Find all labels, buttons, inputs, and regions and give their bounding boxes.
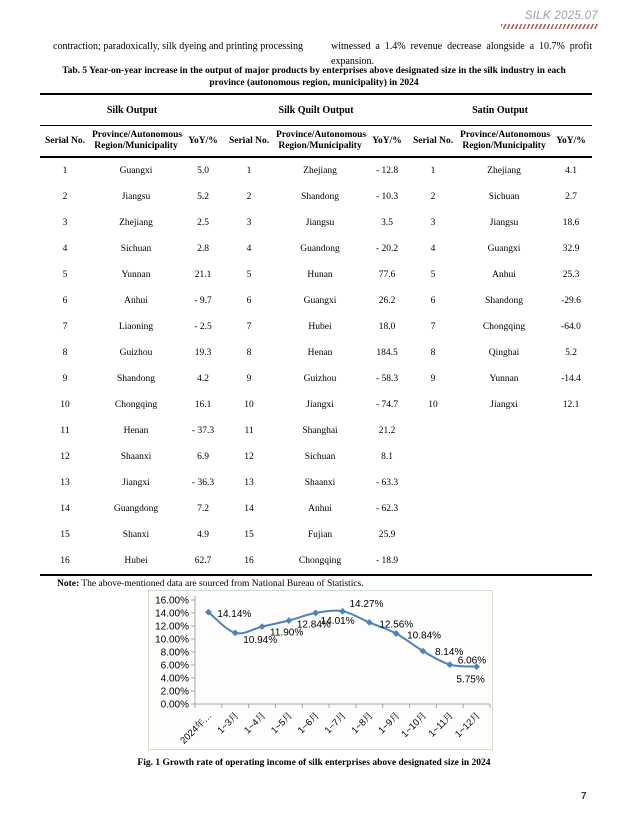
yoy-cell [550, 418, 592, 444]
svg-text:10.94%: 10.94% [243, 634, 278, 646]
province-cell: Guangxi [303, 296, 337, 306]
serial-cell: 1 [430, 166, 436, 176]
province-cell [458, 496, 550, 522]
province-cell: Shaanxi [304, 478, 336, 488]
svg-text:1~9月: 1~9月 [376, 710, 403, 737]
serial-cell [408, 470, 458, 496]
svg-text:0.00%: 0.00% [160, 699, 189, 711]
serial-cell: 11 [60, 426, 70, 436]
province-cell: Liaoning [118, 322, 154, 332]
province-cell: Shanxi [122, 530, 150, 540]
province-cell: Shandong [117, 374, 155, 384]
yoy-cell: 26.2 [378, 296, 396, 306]
svg-text:12.84%: 12.84% [296, 619, 331, 631]
serial-cell: 11 [244, 426, 254, 436]
yoy-cell: 8.1 [381, 452, 393, 462]
journal-masthead [501, 10, 598, 29]
province-cell: Chongqing [298, 556, 342, 566]
yoy-cell: 19.3 [194, 348, 212, 358]
body-text [53, 39, 592, 69]
serial-cell: 1 [246, 166, 252, 176]
serial-cell: 9 [246, 374, 252, 384]
svg-text:10.00%: 10.00% [155, 634, 189, 646]
yoy-cell: - 62.3 [375, 504, 399, 514]
serial-no-header: Serial No. [40, 126, 90, 158]
province-cell: Hubei [124, 556, 148, 566]
table-row [40, 470, 592, 496]
yoy-header: YoY/% [550, 126, 592, 158]
serial-cell: 10 [244, 400, 254, 410]
page-number: 7 [581, 791, 587, 802]
yoy-cell: 18.6 [562, 218, 580, 228]
table-row [40, 444, 592, 470]
yoy-header: YoY/% [182, 126, 224, 158]
note-text: The above-mentioned data are sourced from National Bureau of Statistics. [79, 579, 364, 589]
province-cell: Hunan [307, 270, 333, 280]
serial-cell: 3 [246, 218, 252, 228]
province-cell: Yunnan [121, 270, 151, 280]
table-row [40, 236, 592, 262]
province-cell [458, 548, 550, 575]
yoy-cell: 16.1 [194, 400, 212, 410]
figure-caption: Fig. 1 Growth rate of operating income of silk enterprises above designated size in 2024 [137, 758, 491, 768]
yoy-cell [550, 444, 592, 470]
province-cell: Hubei [308, 322, 332, 332]
yoy-cell [550, 522, 592, 548]
yoy-cell [550, 470, 592, 496]
province-cell: Anhui [308, 504, 332, 514]
group-header-silk-output: Silk Output [40, 94, 224, 126]
yoy-cell: - 74.7 [375, 400, 399, 410]
serial-cell: 15 [244, 530, 254, 540]
province-cell: Guangxi [487, 244, 521, 254]
svg-text:6.06%: 6.06% [457, 655, 487, 667]
svg-text:1~8月: 1~8月 [349, 710, 376, 737]
serial-cell [408, 522, 458, 548]
svg-text:2.00%: 2.00% [160, 686, 189, 698]
yoy-cell: 32.9 [562, 244, 580, 254]
province-cell: Sichuan [488, 192, 520, 202]
serial-cell: 16 [60, 556, 70, 566]
yoy-cell: -64.0 [561, 322, 581, 332]
yoy-cell: 5.2 [565, 348, 577, 358]
svg-text:1~10月: 1~10月 [399, 710, 430, 740]
svg-text:14.27%: 14.27% [349, 599, 384, 611]
serial-cell: 13 [60, 478, 70, 488]
yoy-cell [550, 548, 592, 575]
province-cell: Shaanxi [120, 452, 152, 462]
yoy-cell: - 36.3 [191, 478, 215, 488]
province-cell: Jiangsu [121, 192, 151, 202]
paragraph-right-column: witnessed a 1.4% revenue decrease alongside a 10.7% profit expansion. [331, 41, 592, 67]
province-cell: Qinghai [488, 348, 520, 358]
province-cell: Jiangxi [122, 478, 150, 488]
province-cell: Yunnan [489, 374, 519, 384]
yoy-cell: 5.2 [197, 192, 209, 202]
province-cell: Sichuan [304, 452, 336, 462]
serial-cell: 9 [430, 374, 436, 384]
yoy-cell: - 9.7 [194, 296, 212, 306]
yoy-cell: 25.3 [562, 270, 580, 280]
yoy-cell: 184.5 [376, 348, 398, 358]
province-cell: Zhejiang [119, 218, 153, 228]
group-header-silk-quilt-output: Silk Quilt Output [224, 94, 408, 126]
serial-cell: 2 [246, 192, 252, 202]
province-cell: Anhui [124, 296, 148, 306]
yoy-cell: 62.7 [194, 556, 212, 566]
yoy-cell: -29.6 [561, 296, 581, 306]
province-cell: Shanghai [302, 426, 338, 436]
province-cell: Guangxi [119, 166, 153, 176]
yoy-cell: 4.1 [565, 166, 577, 176]
yoy-cell: - 37.3 [191, 426, 215, 436]
table-row [40, 210, 592, 236]
svg-text:4.00%: 4.00% [160, 673, 189, 685]
serial-cell: 14 [244, 504, 254, 514]
province-cell: Sichuan [120, 244, 152, 254]
table-row [40, 288, 592, 314]
province-cell [458, 444, 550, 470]
yoy-cell [550, 496, 592, 522]
yoy-cell: 21.1 [194, 270, 212, 280]
yoy-cell: 25.9 [378, 530, 396, 540]
province-cell [458, 522, 550, 548]
serial-cell [408, 496, 458, 522]
svg-text:12.56%: 12.56% [379, 619, 414, 631]
province-cell: Shandong [301, 192, 340, 202]
journal-title: SILK 2025.07 [524, 10, 598, 22]
serial-cell: 5 [246, 270, 252, 280]
table-row [40, 314, 592, 340]
yoy-cell: 2.5 [197, 218, 209, 228]
svg-text:11.90%: 11.90% [270, 627, 304, 639]
svg-text:8.14%: 8.14% [434, 647, 464, 659]
serial-cell: 12 [244, 452, 254, 462]
serial-no-header: Serial No. [224, 126, 274, 158]
province-header: Province/Autonomous Region/Municipality [90, 126, 182, 158]
yoy-cell: 6.9 [197, 452, 209, 462]
serial-cell [408, 418, 458, 444]
svg-text:14.01%: 14.01% [320, 615, 355, 627]
yoy-cell: - 58.3 [375, 374, 399, 384]
svg-text:5.75%: 5.75% [456, 674, 485, 686]
table-row [40, 418, 592, 444]
serial-cell: 15 [60, 530, 70, 540]
svg-text:1~6月: 1~6月 [295, 710, 322, 737]
svg-text:8.00%: 8.00% [160, 647, 189, 659]
serial-no-header: Serial No. [408, 126, 458, 158]
table-row [40, 366, 592, 392]
serial-cell: 2 [62, 192, 68, 202]
svg-text:1~7月: 1~7月 [322, 710, 349, 737]
serial-cell: 4 [246, 244, 252, 254]
paragraph-left-column: contraction; paradoxically, silk dyeing and printing processing [53, 41, 303, 52]
serial-cell: 12 [60, 452, 70, 462]
yoy-cell: 2.7 [565, 192, 577, 202]
province-header: Province/Autonomous Region/Municipality [458, 126, 550, 158]
yoy-cell: 5.0 [197, 166, 209, 176]
serial-cell: 4 [430, 244, 436, 254]
province-header: Province/Autonomous Region/Municipality [274, 126, 366, 158]
serial-cell: 1 [62, 166, 68, 176]
serial-cell: 8 [62, 348, 68, 358]
serial-cell: 10 [428, 400, 438, 410]
province-cell: Anhui [492, 270, 516, 280]
serial-cell [408, 548, 458, 575]
serial-cell: 16 [244, 556, 254, 566]
province-cell: Henan [123, 426, 149, 436]
svg-text:14.00%: 14.00% [155, 608, 189, 620]
province-cell: Zhejiang [303, 166, 337, 176]
province-cell: Zhejiang [487, 166, 521, 176]
svg-text:6.00%: 6.00% [160, 660, 189, 672]
yoy-cell: 77.6 [378, 270, 396, 280]
serial-cell: 8 [246, 348, 252, 358]
province-cell: Guandong [300, 244, 340, 254]
serial-cell: 14 [60, 504, 70, 514]
serial-cell: 4 [62, 244, 68, 254]
province-cell: Chongqing [482, 322, 526, 332]
yoy-cell: 3.5 [381, 218, 393, 228]
serial-cell: 2 [430, 192, 436, 202]
yoy-cell: - 10.3 [375, 192, 399, 202]
yoy-cell: - 12.8 [375, 166, 399, 176]
serial-cell: 10 [60, 400, 70, 410]
svg-text:14.14%: 14.14% [217, 609, 252, 621]
province-cell: Henan [307, 348, 333, 358]
table-note [57, 579, 364, 589]
serial-cell: 7 [62, 322, 68, 332]
serial-cell [408, 444, 458, 470]
serial-cell: 6 [62, 296, 68, 306]
yoy-cell: 4.9 [197, 530, 209, 540]
province-cell: Chongqing [114, 400, 158, 410]
svg-text:10.84%: 10.84% [407, 630, 442, 642]
province-cell [458, 418, 550, 444]
hatch-rule [501, 24, 598, 29]
svg-text:2024年…: 2024年… [178, 710, 215, 747]
province-cell: Fujian [307, 530, 333, 540]
table-row [40, 522, 592, 548]
svg-text:1~12月: 1~12月 [453, 710, 483, 740]
serial-cell: 3 [430, 218, 436, 228]
yoy-cell: 7.2 [197, 504, 209, 514]
province-yoy-table [40, 93, 592, 576]
table-column-header-row [40, 126, 592, 158]
svg-text:1~4月: 1~4月 [242, 710, 269, 737]
svg-text:1~11月: 1~11月 [426, 710, 456, 740]
serial-cell: 7 [430, 322, 436, 332]
yoy-cell: 4.2 [197, 374, 209, 384]
serial-cell: 13 [244, 478, 254, 488]
yoy-cell: 12.1 [562, 400, 580, 410]
yoy-header: YoY/% [366, 126, 408, 158]
province-cell: Jiangxi [306, 400, 334, 410]
serial-cell: 7 [246, 322, 252, 332]
province-cell: Guangdong [113, 504, 159, 514]
province-cell: Shandong [485, 296, 524, 306]
province-cell: Guizhou [303, 374, 337, 384]
serial-cell: 5 [430, 270, 436, 280]
serial-cell: 8 [430, 348, 436, 358]
serial-cell: 9 [62, 374, 68, 384]
table-row [40, 548, 592, 575]
yoy-cell: 2.8 [197, 244, 209, 254]
serial-cell: 6 [430, 296, 436, 306]
serial-cell: 6 [246, 296, 252, 306]
serial-cell: 3 [62, 218, 68, 228]
table-row [40, 184, 592, 210]
province-cell: Jiangsu [305, 218, 335, 228]
table-caption: Tab. 5 Year-on-year increase in the output of major products by enterprises above designated size in the silk industry in each province (autonomous region, municipality) in 2024 [62, 66, 566, 88]
table-row [40, 340, 592, 366]
serial-cell: 5 [62, 270, 68, 280]
svg-text:12.00%: 12.00% [155, 621, 189, 633]
province-cell: Jiangxi [490, 400, 518, 410]
yoy-cell: 21.2 [378, 426, 396, 436]
yoy-cell: -14.4 [561, 374, 581, 384]
table-row [40, 392, 592, 418]
yoy-cell: - 18.9 [375, 556, 399, 566]
yoy-cell: 18.0 [378, 322, 396, 332]
province-cell [458, 470, 550, 496]
table-row [40, 496, 592, 522]
yoy-cell: - 63.3 [375, 478, 399, 488]
table-group-header-row [40, 94, 592, 126]
svg-text:1~3月: 1~3月 [215, 710, 242, 737]
group-header-satin-output: Satin Output [408, 94, 592, 126]
province-cell: Jiangsu [489, 218, 519, 228]
table-row [40, 262, 592, 288]
note-label: Note: [57, 579, 80, 589]
yoy-cell: - 2.5 [194, 322, 212, 332]
yoy-cell: - 20.2 [375, 244, 399, 254]
svg-text:1~5月: 1~5月 [269, 710, 295, 737]
growth-rate-chart [148, 590, 493, 750]
table-row [40, 157, 592, 184]
svg-text:16.00%: 16.00% [155, 595, 189, 607]
line-chart-canvas [149, 591, 492, 749]
province-cell: Guizhou [119, 348, 153, 358]
